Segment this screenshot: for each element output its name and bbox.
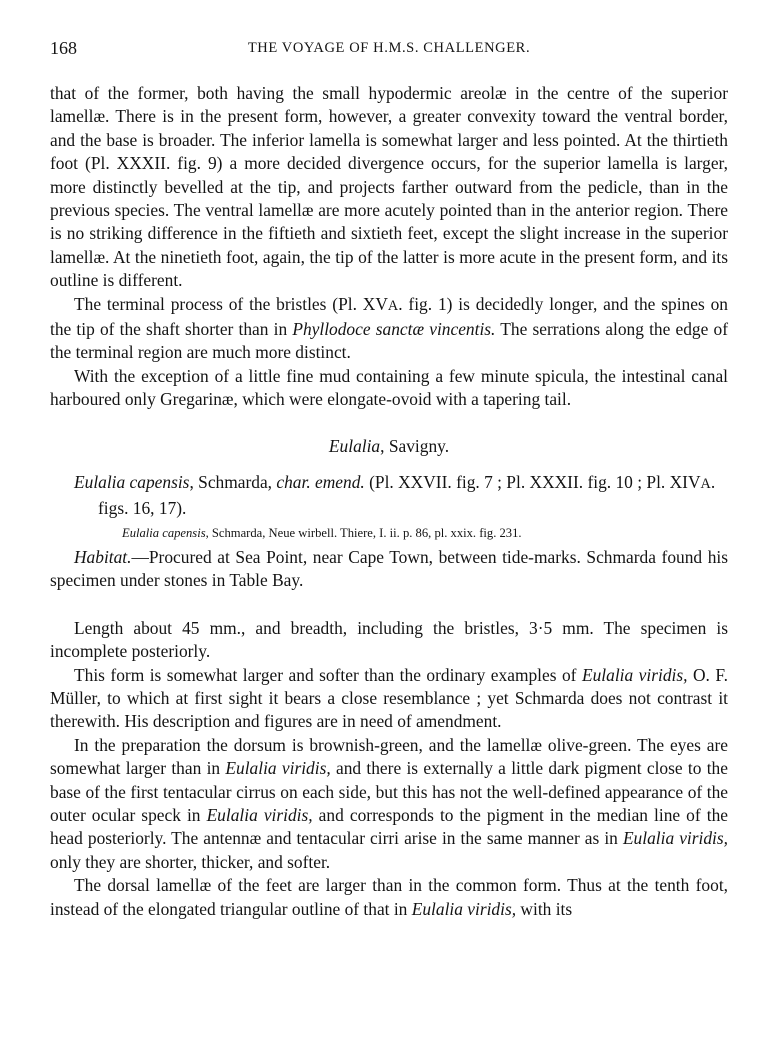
page-header (50, 36, 728, 62)
genus-name: Eulalia (328, 435, 381, 456)
paragraph-bristles: The terminal process of the bristles (Pl. XVA. fig. 1) is decidedly longer, and the spines on the tip of the shaft shorter than in Phyllodoce sanctæ vincentis. The serrations along the edge of the terminal region are much more distinct. (50, 293, 729, 363)
synonym-reference: Eulalia capensis, Schmarda, Neue wirbell. Thiere, I. ii. p. 86, pl. xxix. fig. 231. (122, 525, 522, 540)
species-name: Phyllodoce sanctæ vincentis. (292, 319, 496, 340)
paragraph-intestinal: With the exception of a little fine mud containing a few minute spicula, the intestinal canal harboured only Gregarinæ, which were elongate-ovoid with a tapering tail. (50, 365, 728, 410)
genus-heading: Eulalia, Savigny. (328, 435, 450, 456)
paragraph-lamellae: The dorsal lamellæ of the feet are larger than in the common form. Thus at the tenth foot, instead of the elongated triangular outline of that in Eulalia viridis, with its (50, 875, 728, 919)
species-entry: Eulalia capensis, Schmarda, char. emend. (Pl. XXVII. fig. 7 ; Pl. XXXII. fig. 10 ; Pl. XIVA. figs. 16, 17). (74, 472, 716, 518)
page-number: 168 (50, 38, 77, 58)
running-title: THE VOYAGE OF H.M.S. CHALLENGER. (247, 40, 531, 56)
habitat-label: Habitat. (74, 546, 132, 567)
paragraph-comparison: This form is somewhat larger and softer than the ordinary examples of Eulalia viridis, O. F. Müller, to which at first sight it bears a close resemblance ; yet Schmarda does not contrast it therewith. His description and figures are in need of amendment. (50, 664, 728, 732)
paragraph-continuation: that of the former, both having the small hypodermic areolæ in the centre of the superior lamellæ. There is in the present form, however, a greater convexity toward the ventral border, and the base is broader. The inferior lamella is somewhat larger and less pointed. At the thirtieth foot (Pl. XXXII. fig. 9) a more decided divergence occurs, for the superior lamella is larger, more distinctly bevelled at the tip, and projects farther outward from the pedicle, than in the previous species. The ventral lamellæ are more acutely pointed than in the anterior region. There is no striking difference in the fiftieth and sixtieth feet, except the slight increase in the superior lamellæ. At the ninetieth foot, again, the tip of the latter is more acute in the present form, and its outline is different. (50, 83, 728, 291)
species-name: Eulalia capensis (74, 472, 190, 493)
document-page (50, 36, 728, 921)
paragraph-coloration: In the preparation the dorsum is brownish-green, and the lamellæ olive-green. The eyes are somewhat larger than in Eulalia viridis, and there is externally a little dark pigment close to the base of the first tentacular cirrus on each side, but this has not the well-defined appearance of the outer ocular speck in Eulalia viridis, and corresponds to the pigment in the median line of the head posteriorly. The antennæ and tentacular cirri arise in the same manner as in Eulalia viridis, only they are shorter, thicker, and softer. (50, 734, 728, 872)
paragraph-length: Length about 45 mm., and breadth, including the bristles, 3·5 mm. The specimen is incomplete posteriorly. (50, 617, 728, 662)
body-text (50, 82, 728, 921)
habitat-paragraph: Habitat.—Procured at Sea Point, near Cape Town, between tide-marks. Schmarda found his specimen under stones in Table Bay. (50, 546, 728, 591)
